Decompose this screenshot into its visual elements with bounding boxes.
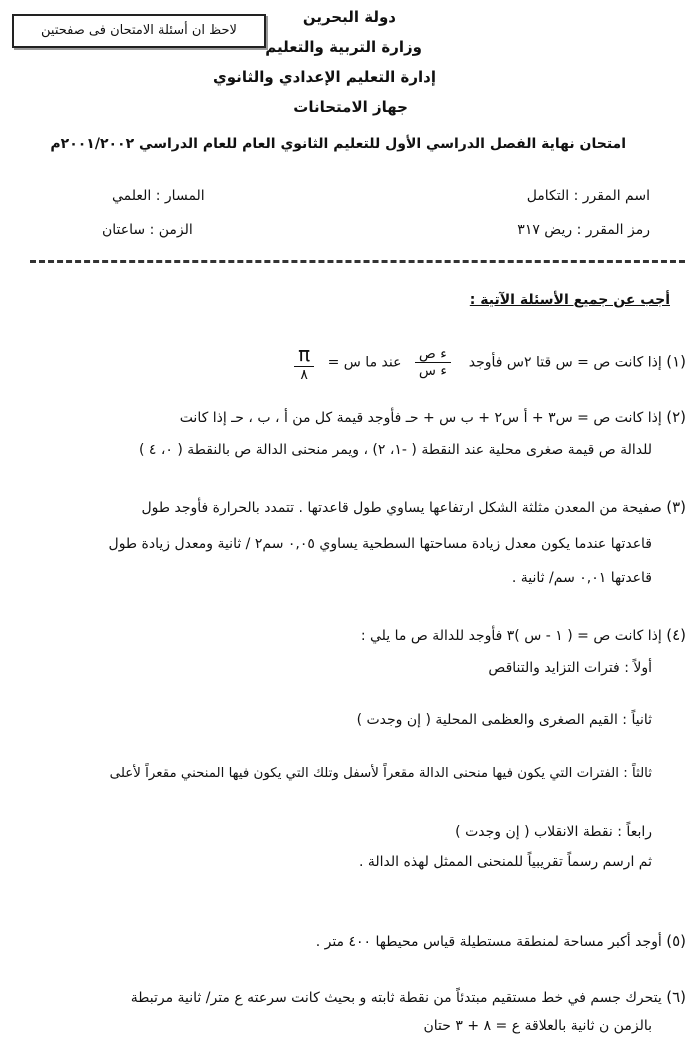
question-2-line-2: للدالة ص قيمة صغرى محلية عند النقطة ( -١، ٢) ، ويمر منحنى الدالة ص بالنقطة ( ٠، ٤ )	[138, 442, 652, 458]
question-4-part-e: ثم ارسم رسماً تقريبياً للمنحنى الممثل لهذه الدالة .	[358, 854, 652, 870]
course-track: المسار : العلمي	[112, 188, 205, 204]
question-1-text: إذا كانت ص = س قتا ٢س فأوجد	[468, 354, 662, 371]
exam-title: امتحان نهاية الفصل الدراسي الأول للتعليم الثانوي العام للعام الدراسي ٢٠٠١/٢٠٠٢م	[50, 136, 626, 152]
question-4-part-a: أولاً : فترات التزايد والتناقص	[488, 660, 652, 676]
pi-over-eight	[294, 342, 314, 383]
question-3-text-1: صفيحة من المعدن مثلثة الشكل ارتفاعها يساوي طول قاعدتها . تتمدد بالحرارة فأوجد طول	[141, 500, 662, 516]
question-6-line-1	[131, 988, 686, 1006]
question-2-number: (٢)	[666, 408, 686, 426]
question-3-line-2: قاعدتها عندما يكون معدل زيادة مساحتها السطحية يساوي ٠,٠٥ سم٢ / ثانية ومعدل زيادة طول	[108, 536, 652, 552]
course-code: رمز المقرر : ريض ٣١٧	[517, 222, 650, 238]
question-4-part-b: ثانياً : القيم الصغرى والعظمى المحلية ( إن وجدت )	[356, 712, 652, 728]
question-6-line-2: بالزمن ن ثانية بالعلاقة ع = ٨ + ٣ حتان	[423, 1018, 652, 1034]
question-1-number: (١)	[666, 352, 686, 371]
derivative-numerator: ء ص	[415, 346, 451, 363]
directorate-name: إدارة التعليم الإعدادي والثانوي	[213, 68, 436, 86]
instruction: أجب عن جميع الأسئلة الآتية :	[469, 292, 670, 308]
exam-pages-note: لاحظ ان أسئلة الامتحان فى صفحتين	[12, 14, 266, 48]
question-4-number: (٤)	[666, 626, 686, 644]
course-name: اسم المقرر : التكامل	[526, 188, 650, 204]
ministry-name: وزارة التربية والتعليم	[265, 38, 422, 56]
question-2-text-1: إذا كانت ص = س٣ + أ س٢ + ب س + حـ فأوجد قيمة كل من أ ، ب ، حـ إذا كانت	[179, 410, 662, 426]
section-divider	[30, 260, 685, 263]
question-4-part-c: ثالثاً : الفترات التي يكون فيها منحنى الدالة مقعراً لأسفل وتلك التي يكون فيها المنحني مقعراً لأعلى	[109, 766, 652, 781]
eight-digit: ٨	[300, 367, 308, 383]
derivative-fraction	[415, 346, 451, 379]
question-5	[316, 932, 686, 950]
question-1	[294, 342, 686, 383]
country-name: دولة البحرين	[302, 8, 396, 26]
question-4-part-d: رابعاً : نقطة الانقلاب ( إن وجدت )	[455, 824, 652, 840]
question-1-condition: عند ما س =	[327, 354, 402, 371]
question-5-number: (٥)	[666, 932, 686, 950]
question-3-number: (٣)	[666, 498, 686, 516]
exam-duration: الزمن : ساعتان	[102, 222, 193, 238]
question-6-number: (٦)	[666, 988, 686, 1006]
question-6-text-1: يتحرك جسم في خط مستقيم مبتدئاً من نقطة ثابته و بحيث كانت سرعته ع متر/ ثانية مرتبطة	[130, 990, 662, 1006]
question-4-intro	[361, 626, 686, 644]
bureau-name: جهاز الامتحانات	[293, 98, 408, 116]
question-4-intro-text: إذا كانت ص = ( ١ - س )٣ فأوجد للدالة ص ما يلي :	[360, 628, 662, 644]
derivative-denominator: ء س	[418, 363, 447, 379]
pi-symbol: π	[294, 342, 314, 367]
question-5-text: أوجد أكبر مساحة لمنطقة مستطيلة قياس محيطها ٤٠٠ متر .	[315, 934, 662, 950]
question-3-line-1	[141, 498, 686, 516]
question-3-line-3: قاعدتها ٠,٠١ سم/ ثانية .	[511, 570, 652, 586]
question-2-line-1	[180, 408, 686, 426]
